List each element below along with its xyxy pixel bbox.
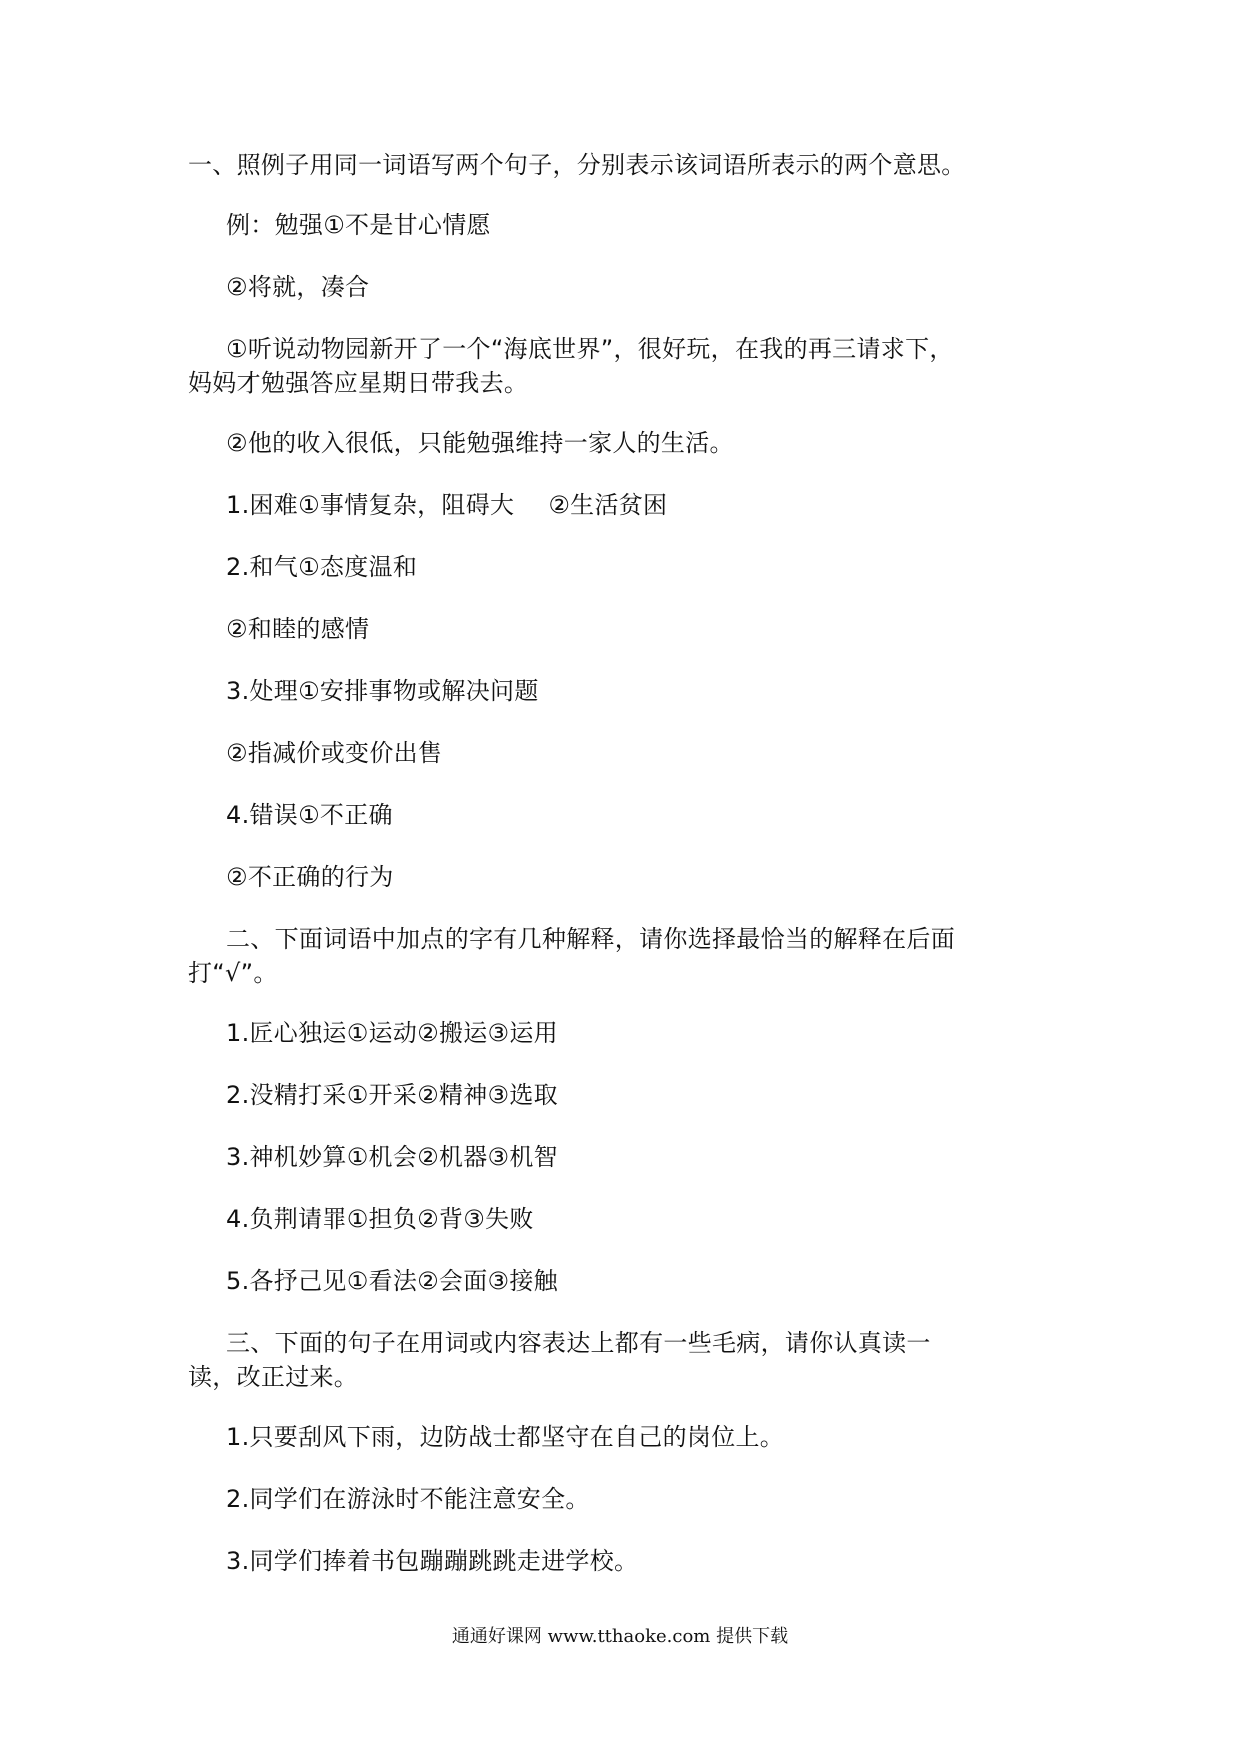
q1-meaning-2: ②生活贫困 xyxy=(548,491,668,519)
section2-item-2: 2.没精打采①开采②精神③选取 xyxy=(226,1081,558,1109)
example-word: 例：勉强①不是甘心情愿 xyxy=(226,211,491,239)
section3-item-3: 3.同学们捧着书包蹦蹦跳跳走进学校。 xyxy=(226,1547,639,1575)
example-sentence-1: ①听说动物园新开了一个“海底世界”，很好玩，在我的再三请求下，妈妈才勉强答应星期日带我去。 xyxy=(188,335,954,397)
q2-meaning-1: 2.和气①态度温和 xyxy=(226,553,418,581)
page-footer: 通通好课网 www.tthaoke.com 提供下载 xyxy=(451,1626,789,1647)
section3-heading: 三、下面的句子在用词或内容表达上都有一些毛病，请你认真读一读，改正过来。 xyxy=(188,1329,931,1391)
section1-heading: 一、照例子用同一词语写两个句子，分别表示该词语所表示的两个意思。 xyxy=(188,151,966,179)
q3-meaning-2: ②指减价或变价出售 xyxy=(226,739,443,767)
q1-meaning-1: 1.困难①事情复杂，阻碍大 xyxy=(226,491,515,519)
section2-item-5: 5.各抒己见①看法②会面③接触 xyxy=(226,1267,558,1295)
section3-item-2: 2.同学们在游泳时不能注意安全。 xyxy=(226,1485,590,1513)
example-sentence-2: ②他的收入很低，只能勉强维持一家人的生活。 xyxy=(226,429,734,457)
section2-item-1: 1.匠心独运①运动②搬运③运用 xyxy=(226,1019,558,1047)
q4-meaning-1: 4.错误①不正确 xyxy=(226,801,393,829)
section2-heading: 二、下面词语中加点的字有几种解释，请你选择最恰当的解释在后面打“√”。 xyxy=(188,925,955,987)
section3-item-1: 1.只要刮风下雨，边防战士都坚守在自己的岗位上。 xyxy=(226,1423,785,1451)
q3-meaning-1: 3.处理①安排事物或解决问题 xyxy=(226,677,539,705)
q1-line xyxy=(226,488,667,522)
q2-meaning-2: ②和睦的感情 xyxy=(226,615,370,643)
section2-item-3: 3.神机妙算①机会②机器③机智 xyxy=(226,1143,558,1171)
example-meaning-2: ②将就，凑合 xyxy=(226,273,370,301)
q4-meaning-2: ②不正确的行为 xyxy=(226,863,394,891)
section2-item-4: 4.负荆请罪①担负②背③失败 xyxy=(226,1205,534,1233)
